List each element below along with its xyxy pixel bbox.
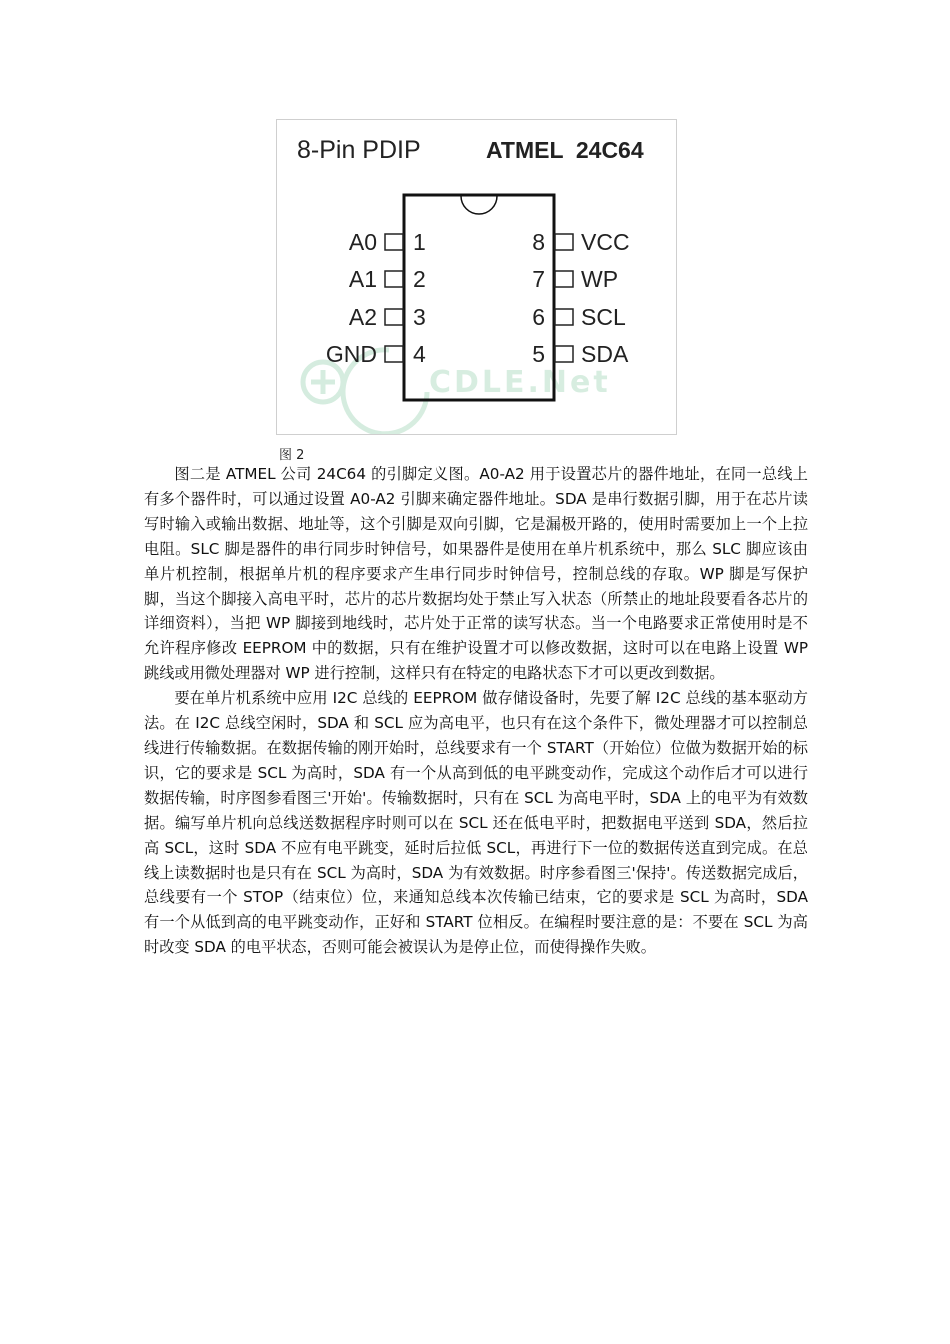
pin-name: A1 bbox=[348, 266, 377, 292]
pin-name: A0 bbox=[348, 229, 377, 255]
pin-number: 3 bbox=[413, 304, 426, 330]
pinout-diagram bbox=[277, 120, 676, 434]
pin-a2 bbox=[349, 304, 426, 330]
pin-name: VCC bbox=[581, 229, 630, 255]
pin-pad bbox=[555, 271, 573, 287]
paragraph-i2c-driving: 要在单片机系统中应用 I2C 总线的 EEPROM 做存储设备时，先要了解 I2C 总线的基本驱动方法。在 I2C 总线空闲时，SDA 和 SCL 应为高电平，也只有在这个条件下，微处理器才可以控制总线进行传输数据。在数据传输的刚开始时，总线要求有一个 START（开始位）位做为数据开始的标识，它的要求是 SCL 为高时，SDA 有一个从高到低的电平跳变动作，完成这个动作后才可以进行数据传输，时序图参看图三'开始'。传输数据时，只有在 SCL 为高电平时，SDA 上的电平为有效数据。编写单片机向总线送数据程序时则可以在 SCL 还在低电平时，把数据电平送到 SDA，然后拉高 SCL，这时 SDA 不应有电平跳变，延时后拉低 SCL，再进行下一位的数据传送直到完成。在总线上读数据时也是只有在 SCL 为高时，SDA 为有效数据。时序参看图三'保持'。传送数据完成后，总线要有一个 STOP（结束位）位，来通知总线本次传输已结束，它的要求是 SCL 为高时，SDA 有一个从低到高的电平跳变动作，正好和 START 位相反。在编程时要注意的是：不要在 SCL 为高时改变 SDA 的电平状态，否则可能会被误认为是停止位，而使得操作失败。 bbox=[144, 689, 808, 957]
pin-a1 bbox=[349, 266, 426, 292]
pin-number: 5 bbox=[532, 341, 545, 367]
chip-label: ATMEL 24C64 bbox=[486, 137, 644, 163]
pin-gnd bbox=[326, 341, 426, 367]
pin-name: GND bbox=[325, 341, 377, 367]
pin-pad bbox=[555, 346, 573, 362]
pin-name: SDA bbox=[581, 341, 629, 367]
chip-notch bbox=[461, 196, 497, 214]
pin-number: 4 bbox=[413, 341, 426, 367]
pinout-figure bbox=[276, 119, 677, 435]
package-label: 8-Pin PDIP bbox=[297, 136, 421, 164]
pin-vcc bbox=[532, 229, 629, 255]
pin-sda bbox=[532, 341, 629, 367]
pin-number: 8 bbox=[532, 229, 545, 255]
pin-a0 bbox=[349, 229, 426, 255]
pin-pad bbox=[385, 271, 403, 287]
pin-pad bbox=[555, 234, 573, 250]
pin-name: WP bbox=[581, 266, 619, 292]
pin-pad bbox=[385, 234, 403, 250]
figure-caption: 图 2 bbox=[279, 448, 305, 463]
pin-name: SCL bbox=[581, 304, 626, 330]
pin-scl bbox=[532, 304, 626, 330]
pin-wp bbox=[532, 266, 618, 292]
body-text bbox=[144, 462, 808, 960]
pin-number: 2 bbox=[413, 266, 426, 292]
watermark-text: CDLE.Net bbox=[429, 365, 611, 400]
pin-name: A2 bbox=[348, 304, 377, 330]
pin-number: 7 bbox=[532, 266, 545, 292]
pin-pad bbox=[555, 309, 573, 325]
pin-number: 1 bbox=[413, 229, 426, 255]
pin-number: 6 bbox=[532, 304, 545, 330]
paragraph-pin-definitions: 图二是 ATMEL 公司 24C64 的引脚定义图。A0-A2 用于设置芯片的器件地址，在同一总线上有多个器件时，可以通过设置 A0-A2 引脚来确定器件地址。SDA 是串行数据引脚，用于在芯片读写时输入或输出数据、地址等，这个引脚是双向引脚，它是漏极开路的，使用时需要加上一个上拉电阻。SLC 脚是器件的串行同步时钟信号，如果器件是使用在单片机系统中，那么 SLC 脚应该由单片机控制，根据单片机的程序要求产生串行同步时钟信号，控制总线的存取。WP 脚是写保护脚，当这个脚接入高电平时，芯片的芯片数据均处于禁止写入状态（所禁止的地址段要看各芯片的详细资料），当把 WP 脚接到地线时，芯片处于正常的读写状态。当一个电路要求正常使用时是不允许程序修改 EEPROM 中的数据，只有在维护设置才可以修改数据，这时可以在电路上设置 WP 跳线或用微处理器对 WP 进行控制，这样只有在特定的电路状态下才可以更改到数据。 bbox=[144, 465, 808, 683]
pin-pad bbox=[385, 309, 403, 325]
